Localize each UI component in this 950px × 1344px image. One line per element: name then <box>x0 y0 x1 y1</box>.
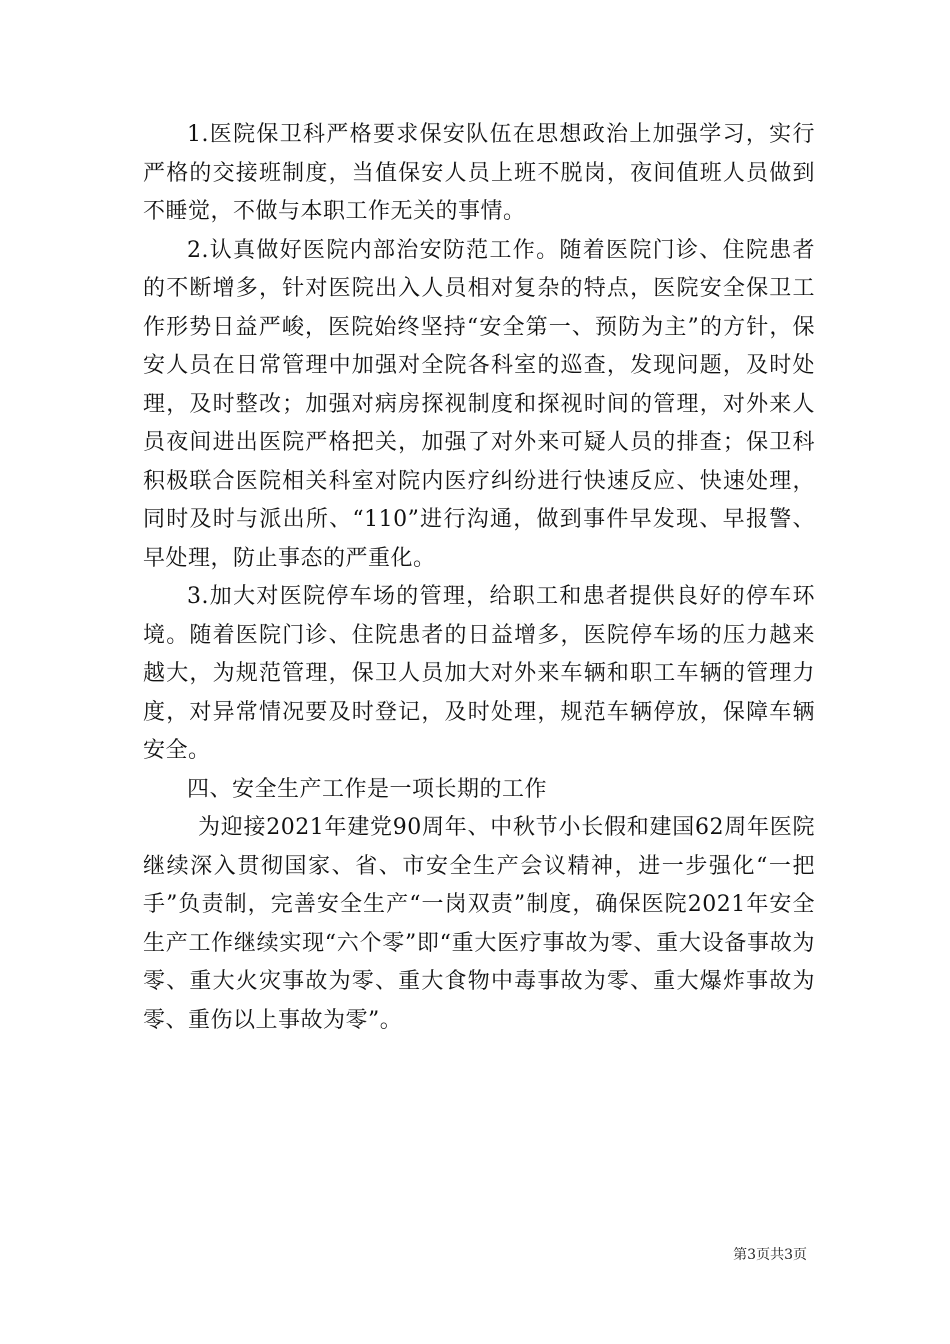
page-number-footer: 第3页共3页 <box>733 1247 807 1263</box>
paragraph-safety-goals: 为迎接2021年建党90周年、中秋节小长假和建国62周年医院继续深入贯彻国家、省、市安全生产会议精神，进一步强化“一把手”负责制，完善安全生产“一岗双责”制度，确保医院2021年安全生产工作继续实现“六个零”即“重大医疗事故为零、重大设备事故为零、重大火灾事故为零、重大食物中毒事故为零、重大爆炸事故为零、重伤以上事故为零”。 <box>143 815 815 1033</box>
paragraph-security-team: 1.医院保卫科严格要求保安队伍在思想政治上加强学习，实行严格的交接班制度，当值保安人员上班不脱岗，夜间值班人员做到不睡觉，不做与本职工作无关的事情。 <box>143 122 815 224</box>
document-body <box>143 116 815 1040</box>
section-heading-safety-production: 四、安全生产工作是一项长期的工作 <box>187 776 548 802</box>
paragraph-internal-security: 2.认真做好医院内部治安防范工作。随着医院门诊、住院患者的不断增多，针对医院出入人员相对复杂的特点，医院安全保卫工作形势日益严峻，医院始终坚持“安全第一、预防为主”的方针，保安人员在日常管理中加强对全院各科室的巡查，发现问题，及时处理，及时整改；加强对病房探视制度和探视时间的管理，对外来人员夜间进出医院严格把关，加强了对外来可疑人员的排查；保卫科积极联合医院相关科室对院内医疗纠纷进行快速反应、快速处理，同时及时与派出所、“110”进行沟通，做到事件早发现、早报警、早处理，防止事态的严重化。 <box>143 237 815 571</box>
paragraph-parking-management: 3.加大对医院停车场的管理，给职工和患者提供良好的停车环境。随着医院门诊、住院患者的日益增多，医院停车场的压力越来越大，为规范管理，保卫人员加大对外来车辆和职工车辆的管理力度，对异常情况要及时登记，及时处理，规范车辆停放，保障车辆安全。 <box>143 584 815 763</box>
